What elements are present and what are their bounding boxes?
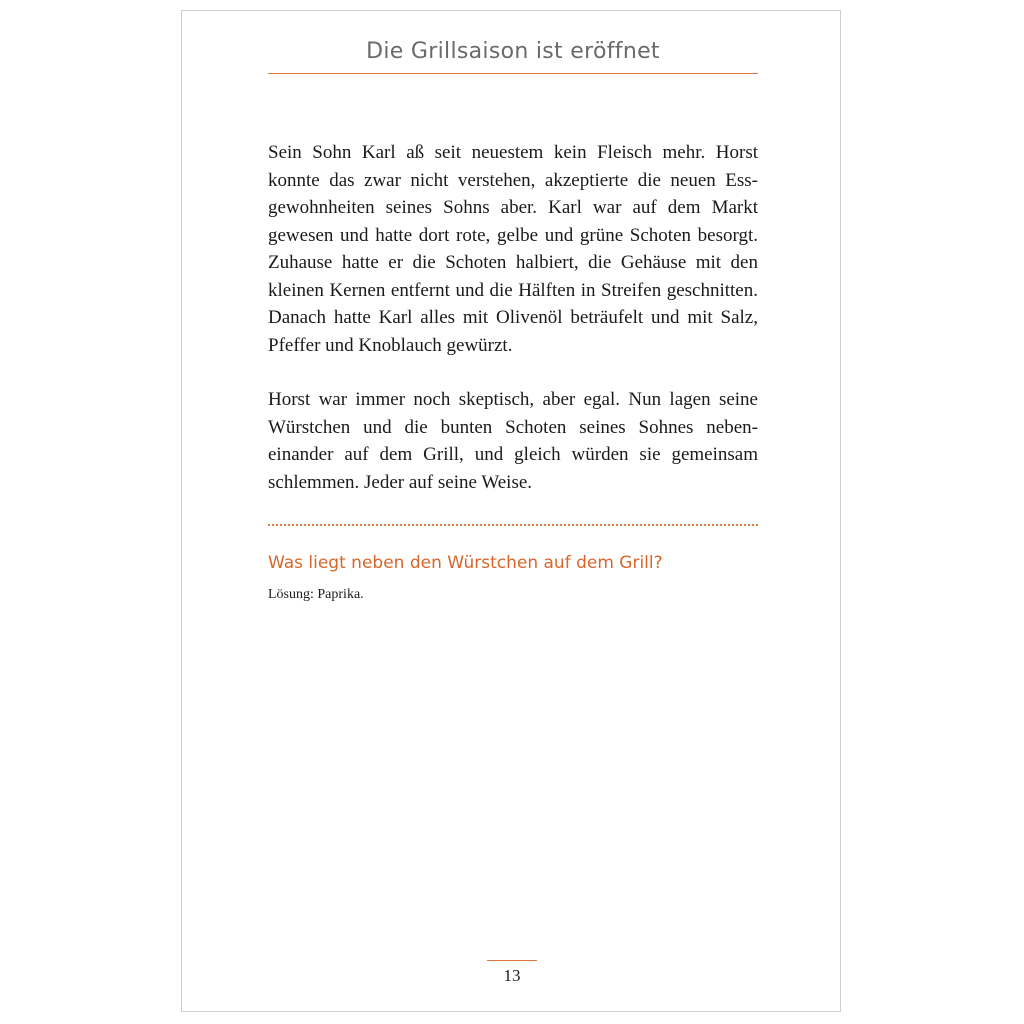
page-number: 13 [503,966,521,985]
paragraph: Sein Sohn Karl aß seit neuestem kein Fleisch mehr. Horst konnte das zwar nicht verstehen, akzeptierte die neuen Essgewohnheiten seines Sohns aber. Karl war auf dem Markt gewesen und hatte dort rote, gelbe und grüne Schoten besorgt. Zuhause hatte er die Schoten halbiert, die Gehäuse mit den kleinen Kernen entfernt und die Hälften in Streifen geschnitten. Danach hatte Karl alles mit Olivenöl beträufelt und mit Salz, Pfeffer und Knoblauch gewürzt. [268,142,758,356]
quiz-question: Was liegt neben den Würstchen auf dem Grill? [268,553,663,573]
footer-divider [487,960,537,961]
dotted-divider [268,524,758,526]
book-page [181,10,841,1012]
header-divider [268,73,758,74]
story-text [268,139,758,523]
quiz-solution: Lösung: Paprika. [268,587,364,602]
page-header-title: Die Grillsaison ist eröffnet [366,39,660,64]
paragraph: Horst war immer noch skeptisch, aber egal. Nun lagen seine Würstchen und die bunten Schoten seines Sohnes nebeneinander auf dem Grill, und gleich würden sie gemeinsam schlemmen. Jeder auf seine Weise. [268,389,758,493]
